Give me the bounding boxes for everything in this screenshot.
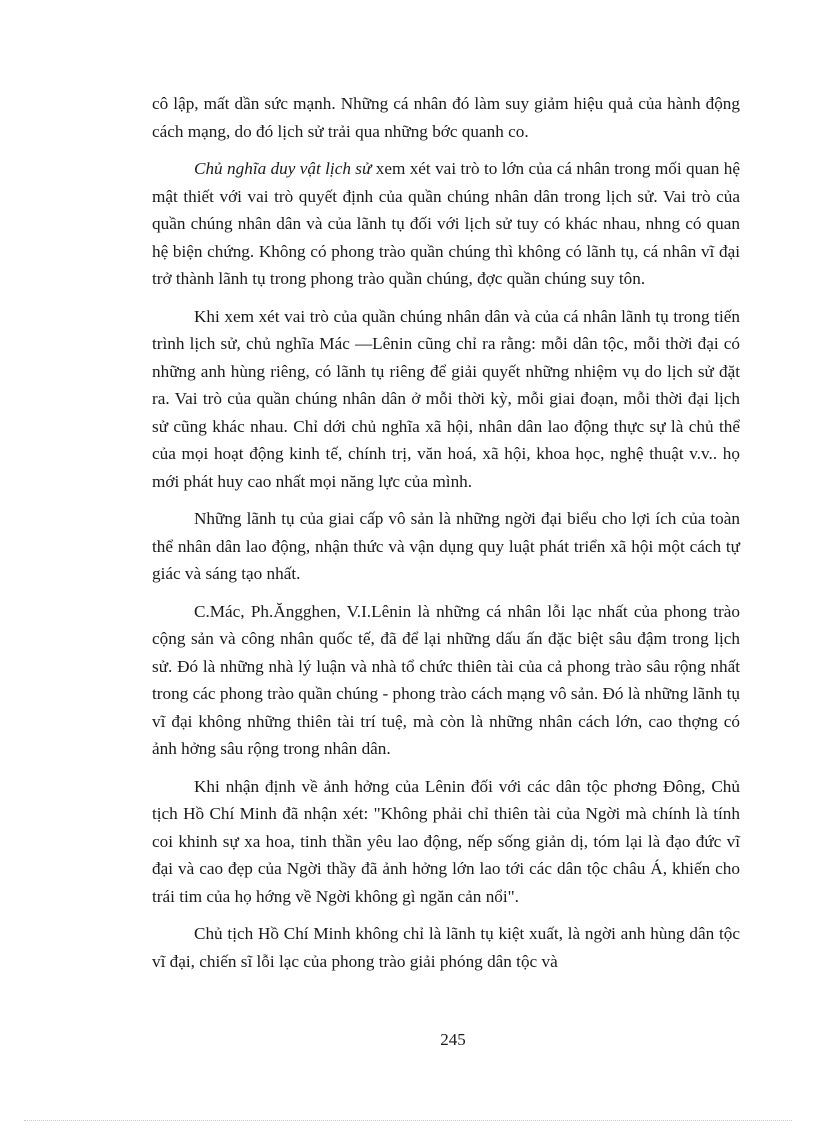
page-body — [152, 90, 740, 985]
italic-term: Chủ nghĩa duy vật lịch sử — [194, 159, 372, 178]
paragraph: Chủ tịch Hồ Chí Minh không chỉ là lãnh tụ kiệt xuất, là ngời anh hùng dân tộc vĩ đại, chiến sĩ lỗi lạc của phong trào giải phóng dân tộc và — [152, 924, 740, 971]
paragraph: C.Mác, Ph.Ăngghen, V.I.Lênin là những cá nhân lỗi lạc nhất của phong trào cộng sản và công nhân quốc tế, đã để lại những dấu ấn đặc biệt sâu đậm trong lịch sử. Đó là những nhà lý luận và nhà tổ chức thiên tài của cả phong trào sâu rộng nhất trong các phong trào quần chúng - phong trào cách mạng vô sản. Đó là những lãnh tụ vĩ đại không những thiên tài trí tuệ, mà còn là những nhân cách lớn, cao thợng có ảnh hởng sâu rộng trong nhân dân. — [152, 601, 740, 758]
paragraph: Khi nhận định về ảnh hởng của Lênin đối với các dân tộc phơng Đông, Chủ tịch Hồ Chí Minh đã nhận xét: "Không phải chỉ thiên tài của Ngời mà chính là tính coi khinh sự xa hoa, tinh thần yêu lao động, nếp sống giản dị, tóm lại là đạo đức vĩ đại và cao đẹp của Ngời thầy đã ảnh hởng lớn lao tới các dân tộc châu Á, khiến cho trái tim của họ hớng về Ngời không gì ngăn cản nổi". — [152, 776, 740, 906]
page-number-container — [0, 1030, 816, 1050]
page-number: 245 — [440, 1030, 466, 1049]
paragraph-text: xem xét vai trò to lớn của cá nhân trong mối quan hệ mật thiết với vai trò quyết định của quần chúng nhân dân trong lịch sử. Vai trò của quần chúng nhân dân và của lãnh tụ đối với lịch sử tuy có khác nhau, nhng có quan hệ biện chứng. Không có phong trào quần chúng thì không có lãnh tụ, cá nhân vĩ đại trở thành lãnh tụ trong phong trào quần chúng, đợc quần chúng suy tôn. — [152, 159, 740, 288]
paragraph: Khi xem xét vai trò của quần chúng nhân dân và của cá nhân lãnh tụ trong tiến trình lịch sử, chủ nghĩa Mác —Lênin cũng chỉ ra rằng: mỗi dân tộc, mỗi thời đại có những anh hùng riêng, có lãnh tụ riêng để giải quyết những nhiệm vụ do lịch sử đặt ra. Vai trò của quần chúng nhân dân ở mỗi thời kỳ, mỗi giai đoạn, mỗi thời đại lịch sử cũng khác nhau. Chỉ dới chủ nghĩa xã hội, nhân dân lao động thực sự là chủ thể của mọi hoạt động kinh tế, chính trị, văn hoá, xã hội, khoa học, nghệ thuật v.v.. họ mới phát huy cao nhất mọi năng lực của mình. — [152, 306, 740, 491]
paragraph-emphasis — [152, 155, 740, 293]
page-edge-divider — [24, 1120, 792, 1121]
paragraph: cô lập, mất dần sức mạnh. Những cá nhân đó làm suy giảm hiệu quả của hành động cách mạng, do đó lịch sử trải qua những bớc quanh co. — [152, 94, 740, 141]
paragraph: Những lãnh tụ của giai cấp vô sản là những ngời đại biểu cho lợi ích của toàn thể nhân dân lao động, nhận thức và vận dụng quy luật phát triển xã hội một cách tự giác và sáng tạo nhất. — [152, 509, 740, 583]
